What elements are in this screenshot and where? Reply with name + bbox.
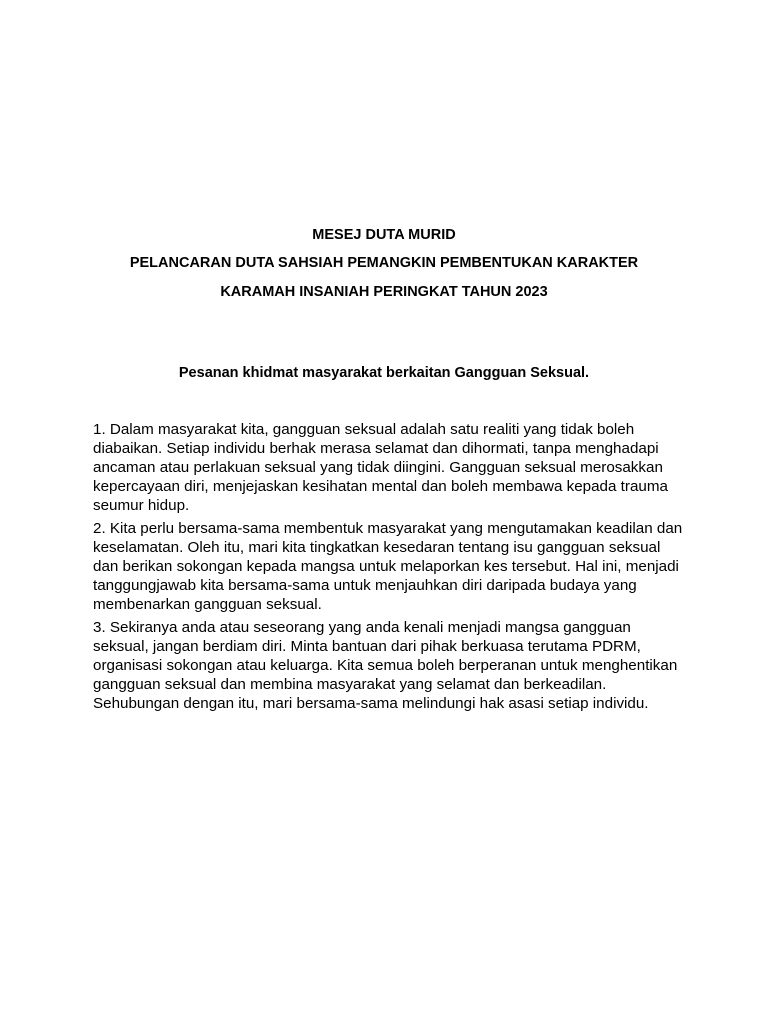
paragraph-3: 3. Sekiranya anda atau seseorang yang anda kenali menjadi mangsa gangguan seksual, jangan berdiam diri. Minta bantuan dari pihak berkuasa terutama PDRM, organisasi sokongan atau keluarga. Kita semua boleh berperanan untuk menghentikan gangguan seksual dan membina masyarakat yang selamat dan berkeadilan. Sehubungan dengan itu, mari bersama-sama melindungi hak asasi setiap individu. (93, 619, 678, 712)
document-title: MESEJ DUTA MURID (312, 227, 456, 243)
event-title: PELANCARAN DUTA SAHSIAH PEMANGKIN PEMBENTUKAN KARAKTER (129, 255, 639, 271)
paragraph-1: 1. Dalam masyarakat kita, gangguan seksual adalah satu realiti yang tidak boleh diabaikan. Setiap individu berhak merasa selamat dan dihormati, tanpa menghadapi ancaman atau perlakuan seksual yang tidak diingini. Gangguan seksual merosakkan kepercayaan diri, menjejaskan kesihatan mental dan boleh membawa kepada trauma seumur hidup. (93, 421, 668, 514)
announcement-heading: Pesanan khidmat masyarakat berkaitan Gangguan Seksual. (178, 365, 590, 381)
event-subtitle: KARAMAH INSANIAH PERINGKAT TAHUN 2023 (220, 284, 548, 300)
paragraph-2: 2. Kita perlu bersama-sama membentuk masyarakat yang mengutamakan keadilan dan keselamatan. Oleh itu, mari kita tingkatkan kesedaran tentang isu gangguan seksual dan berikan sokongan kepada mangsa untuk melaporkan kes tersebut. Hal ini, menjadi tanggungjawab kita bersama-sama untuk menjauhkan diri daripada budaya yang membenarkan gangguan seksual. (93, 520, 683, 613)
